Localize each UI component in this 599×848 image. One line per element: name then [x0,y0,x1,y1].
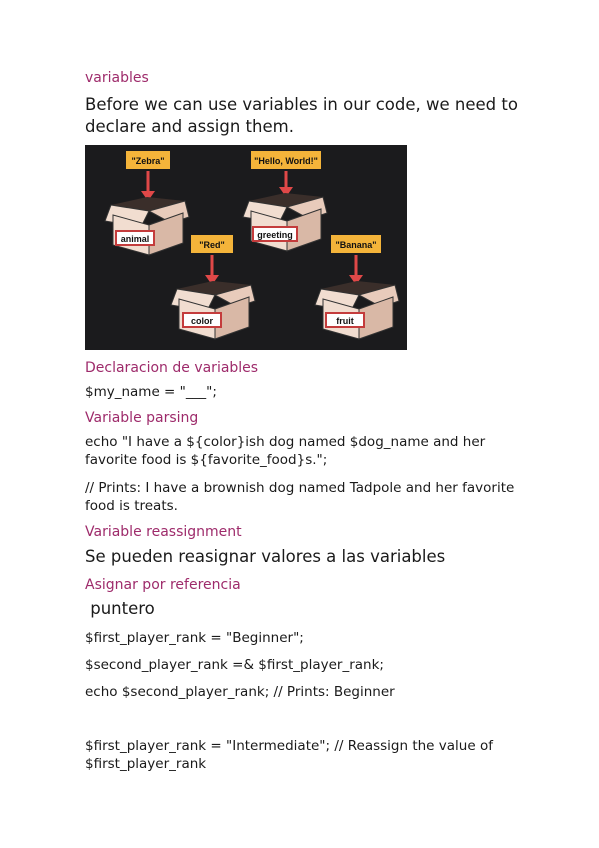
tag-banana-text: "Banana" [335,240,377,250]
box-greeting [243,151,327,251]
label-animal: animal [120,234,150,244]
ref-line-4: $first_player_rank = "Intermediate"; // Reassign the value of $first_player_rank [85,738,493,772]
label-greeting: greeting [257,230,293,240]
label-color: color [190,316,214,326]
parsing-output: // Prints: I have a brownish dog named Tadpole and her favorite food is treats. [85,480,515,514]
ref-line-1: $first_player_rank = "Beginner"; [85,630,304,646]
variables-boxes-figure [85,145,407,350]
intro-paragraph: Before we can use variables in our code, we need to declare and assign them. [85,95,518,136]
declaracion-code: $my_name = "___"; [85,384,217,400]
heading-parsing: Variable parsing [85,410,199,426]
parsing-code: echo "I have a ${color}ish dog named $dog_name and her favorite food is ${favorite_food}s."; [85,434,486,468]
tag-hello-text: "Hello, World!" [254,156,318,166]
heading-variables: variables [85,70,149,86]
box-color [171,235,255,339]
referencia-text: puntero [85,599,155,618]
ref-line-2: $second_player_rank =& $first_player_rank; [85,657,384,673]
tag-red-text: "Red" [199,240,225,250]
label-fruit: fruit [336,316,354,326]
heading-referencia: Asignar por referencia [85,577,241,593]
reassignment-text: Se pueden reasignar valores a las variables [85,547,446,566]
heading-reassignment: Variable reassignment [85,524,242,540]
box-fruit [315,235,399,339]
box-animal [105,151,189,255]
heading-declaracion: Declaracion de variables [85,360,259,376]
boxes-illustration [85,145,407,350]
tag-zebra-text: "Zebra" [131,156,165,166]
ref-line-3: echo $second_player_rank; // Prints: Beginner [85,684,395,700]
